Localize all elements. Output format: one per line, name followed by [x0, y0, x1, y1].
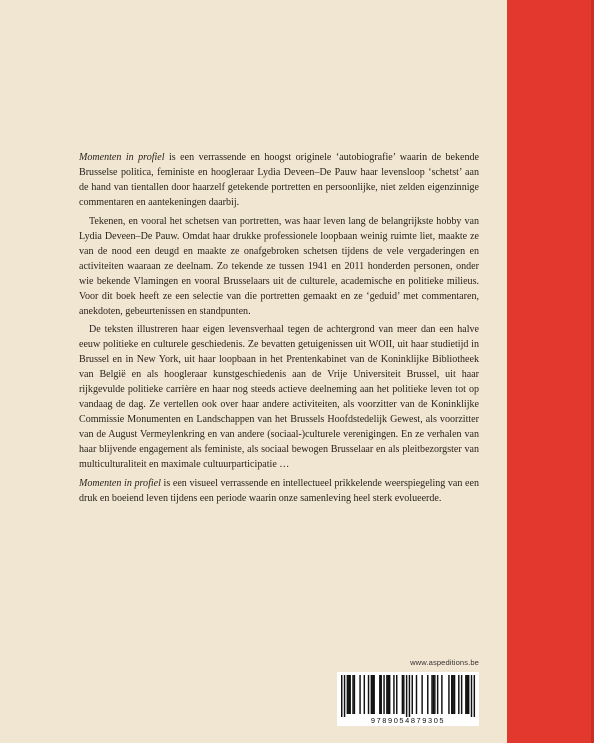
paragraph-text: is een visueel verrassende en intellectueel prikkelende weerspiegeling van een druk en boeiend leven tijdens een periode waarin onze samenleving heel sterk evolueerde. [79, 478, 479, 504]
barcode-bar [347, 675, 348, 714]
barcode-bar [348, 675, 349, 714]
barcode-bar [416, 675, 417, 714]
barcode-bar [388, 675, 389, 714]
barcode-bar [341, 675, 342, 717]
barcode-bar [402, 675, 403, 714]
barcode-bar [452, 675, 453, 714]
barcode-bar [349, 675, 350, 714]
blurb-paragraph-1 [79, 151, 479, 211]
barcode-bar [458, 675, 459, 714]
paragraph-text: Tekenen, en vooral het schetsen van portretten, was haar leven lang de belangrijkste hobby van Lydia Deveen–De Pauw. Omdat haar drukke professionele loopbaan weinig ruimte liet, maakte ze van de nood een deugd en maakte ze onafgebroken schetsen tijdens de vele vergaderingen en activiteiten waaraan ze deelnam. Zo tekende ze tussen 1941 en 2011 honderden personen, onder wie bekende Vlamingen en vooral Brusselaars uit de culturele, academische en politieke milieus. Voor dit boek heeft ze een selectie van die portretten gemaakt en ze ‘geduid’ met commentaren, anekdoten, gebeurtenissen en standpunten. [79, 215, 479, 317]
barcode-bar [461, 675, 462, 714]
barcode-bar [389, 675, 390, 714]
barcode-bar [386, 675, 387, 714]
barcode-bar [354, 675, 355, 714]
barcode-bar [441, 675, 442, 714]
barcode-bar [467, 675, 468, 714]
barcode-bar [403, 675, 404, 714]
barcode-bar [352, 675, 353, 714]
back-cover-blurb [79, 151, 479, 511]
barcode-bar [371, 675, 372, 714]
barcode-bar [380, 675, 381, 714]
barcode-bar [406, 675, 407, 717]
blurb-paragraph-3 [79, 323, 479, 473]
red-spine-band [507, 0, 594, 743]
barcode-bar [368, 675, 369, 714]
barcode-bar [372, 675, 373, 714]
book-title-italic: Momenten in profiel [79, 478, 161, 490]
barcode-bar [434, 675, 435, 714]
barcode-bar [409, 675, 410, 717]
barcode-bar [437, 675, 438, 714]
blurb-paragraph-4 [79, 477, 479, 507]
barcode-bar [474, 675, 475, 717]
barcode-bar [396, 675, 397, 714]
isbn-barcode [337, 672, 479, 726]
barcode-bar [383, 675, 384, 714]
barcode-bar [393, 675, 394, 714]
barcode-bar [421, 675, 422, 714]
barcode-bar [431, 675, 432, 714]
barcode-bar [451, 675, 452, 714]
barcode-bar [448, 675, 449, 714]
barcode-bar [412, 675, 413, 714]
book-title-italic: Momenten in profiel [79, 152, 165, 163]
barcode-bar [373, 675, 374, 714]
barcode-bar [364, 675, 365, 714]
barcode-bar [454, 675, 455, 714]
barcode-bar [344, 675, 345, 717]
barcode-bar [465, 675, 466, 714]
barcode-bar [359, 675, 360, 714]
barcode-bar [427, 675, 428, 714]
blurb-paragraph-2 [79, 215, 479, 320]
barcode-bar [379, 675, 380, 714]
barcode-bar [468, 675, 469, 714]
paragraph-text: De teksten illustreren haar eigen levensverhaal tegen de achtergrond van meer dan een halve eeuw politieke en culturele geschiedenis. Ze bevatten getuigenissen uit WOII, uit haar studietijd in Brussel en in New York, uit haar loopbaan in het Prentenkabinet van de Koninklijke Bibliotheek van België en als hoogleraar kunstgeschiedenis aan de Vrije Universiteit Brussel, uit haar rijkgevulde politieke carrière en haar nog steeds actieve deelneming aan het politieke leven tot op vandaag de dag. Ze vertellen ook over haar andere activiteiten, als voorzitter van de Koninklijke Commissie Monumenten en Landschappen van het Brussels Hoofdstedelijk Gewest, als voorzitter van de August Vermeylenkring en van andere (sociaal-)culturele verenigingen. En ze verhalen van haar blijvende engagement als feministe, als sociaal bewogen Brusselaar en als pleitbezorgster van multiculturaliteit en maximale cultuurparticipatie … [79, 324, 479, 471]
paragraph-text: is een verrassende en hoogst originele ‘autobiografie’ waarin de bekende Brusselse politica, feministe en hoogleraar Lydia Deveen–De Pauw haar levensloop ‘schetst’ aan de hand van tientallen door haarzelf getekende portretten en persoonlijke, niet zelden eigenzinnige commentaren en aantekeningen daarbij. [79, 152, 479, 208]
publisher-url: www.aspeditions.be [410, 658, 479, 667]
barcode-bar [433, 675, 434, 714]
barcode-digits: 9789054879305 [370, 716, 446, 725]
barcode-bar [471, 675, 472, 717]
